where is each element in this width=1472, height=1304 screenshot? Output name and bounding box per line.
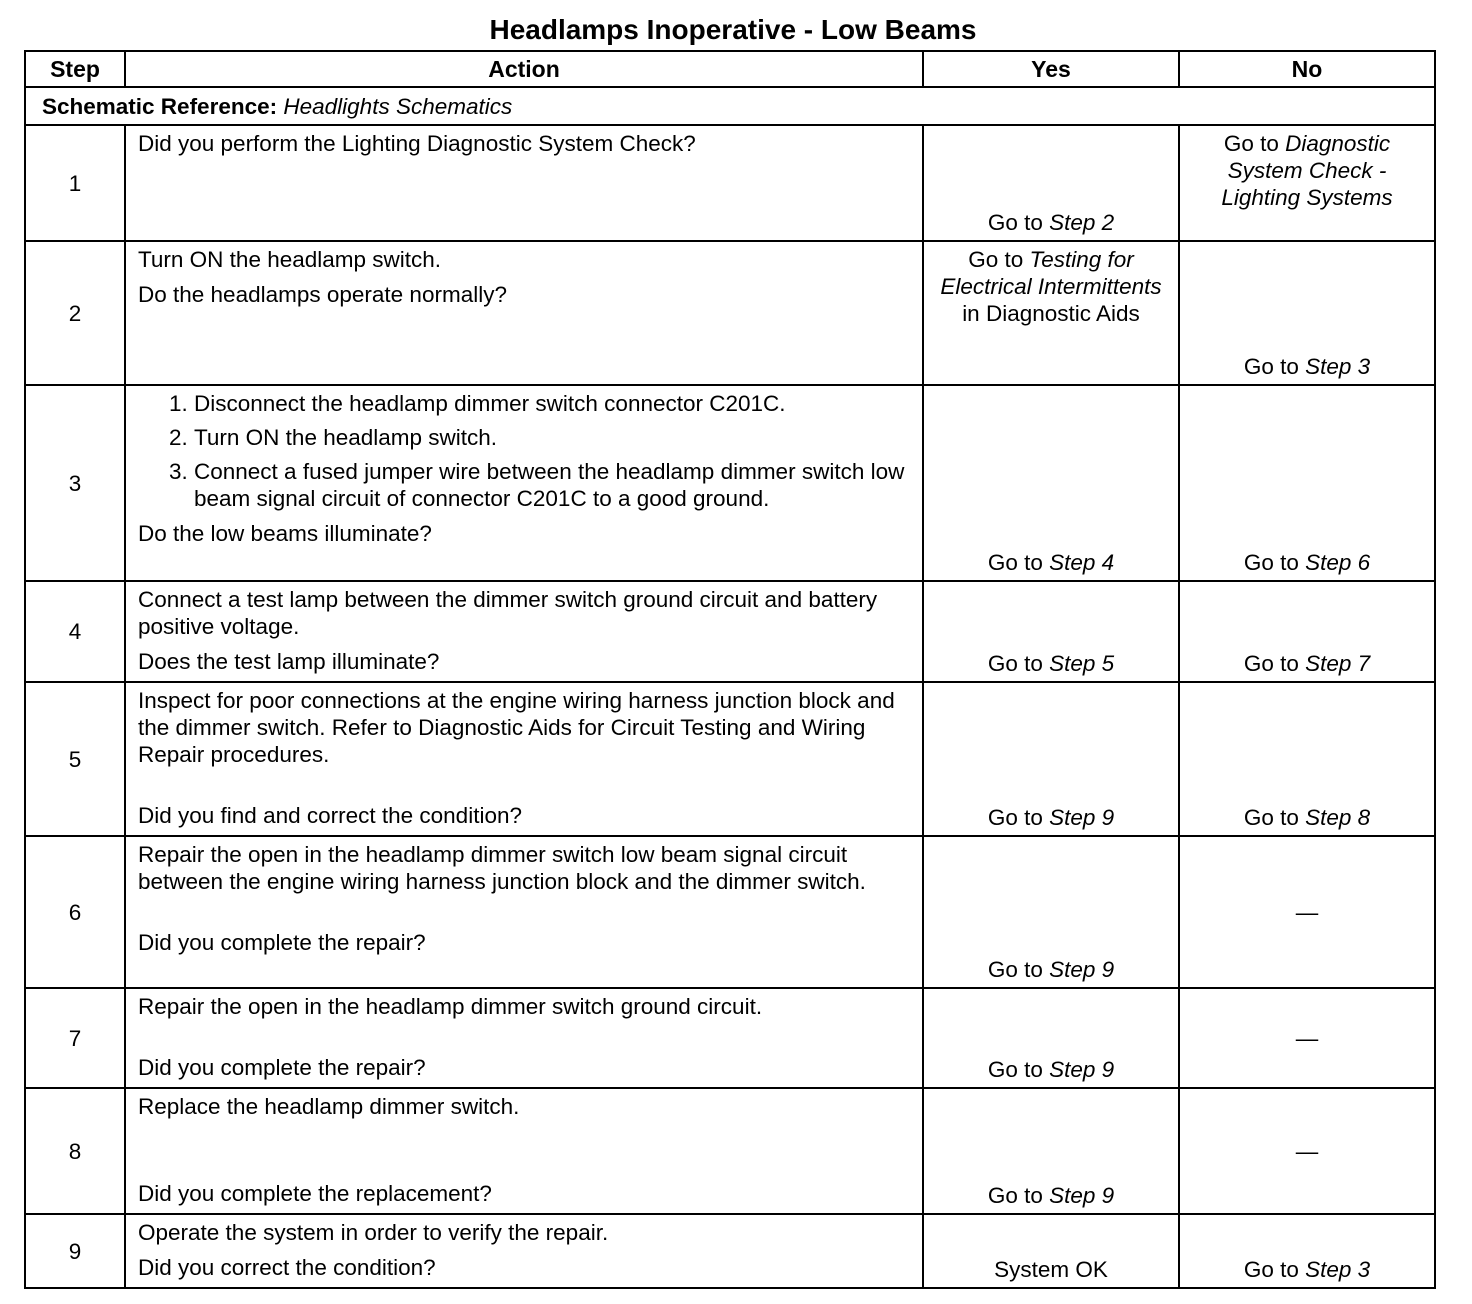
header-step: Step [25, 51, 125, 87]
step-number: 6 [25, 836, 125, 988]
yes-cell[interactable] [923, 988, 1179, 1088]
action-question: Did you correct the condition? [138, 1255, 436, 1280]
no-target[interactable]: Step 8 [1305, 805, 1371, 830]
list-item: 1. Disconnect the headlamp dimmer switch connector C201C. [194, 390, 910, 417]
no-cell[interactable] [1179, 581, 1435, 682]
schematic-reference [25, 87, 1435, 125]
action-question: Do the low beams illuminate? [138, 521, 432, 546]
schematic-reference-link[interactable]: Headlights Schematics [283, 93, 513, 119]
yes-target[interactable]: Step 4 [1049, 550, 1115, 575]
yes-cell[interactable] [923, 581, 1179, 682]
yes-target[interactable]: Step 9 [1049, 957, 1115, 982]
step-number: 9 [25, 1214, 125, 1288]
action-question: Did you complete the repair? [138, 930, 426, 955]
action-text: Repair the open in the headlamp dimmer switch ground circuit. [138, 994, 763, 1019]
no-cell: — [1179, 836, 1435, 988]
yes-target[interactable]: Step 9 [1049, 1183, 1115, 1208]
step-number: 3 [25, 385, 125, 581]
yes-prefix: Go to [987, 550, 1050, 575]
yes-prefix: Go to [987, 805, 1050, 830]
step-number: 7 [25, 988, 125, 1088]
table-row-step-2 [25, 241, 1435, 385]
action-text: Repair the open in the headlamp dimmer switch low beam signal circuit between the engine wiring harness junction block and the dimmer switch. [138, 842, 866, 894]
action-question: Did you find and correct the condition? [138, 803, 522, 828]
action-text: Inspect for poor connections at the engine wiring harness junction block and the dimmer switch. Refer to Diagnostic Aids for Circuit Testing and Wiring Repair procedures. [138, 688, 895, 767]
action-steps-list [138, 390, 910, 512]
action-text: Turn ON the headlamp switch. [138, 247, 442, 272]
no-cell: — [1179, 1088, 1435, 1214]
yes-target[interactable]: Testing for Electrical Intermittents [940, 247, 1162, 299]
no-prefix: Go to [1243, 805, 1306, 830]
table-row-step-7 [25, 988, 1435, 1088]
yes-target[interactable]: Step 5 [1049, 651, 1115, 676]
yes-target[interactable]: Step 9 [1049, 1057, 1115, 1082]
no-target[interactable]: Diagnostic System Check - Lighting Systems [1221, 131, 1393, 210]
yes-cell[interactable] [923, 836, 1179, 988]
schematic-reference-label: Schematic Reference: [42, 93, 278, 119]
action-question: Did you complete the replacement? [138, 1181, 492, 1206]
yes-prefix: Go to [987, 651, 1050, 676]
no-prefix: Go to [1243, 651, 1306, 676]
yes-prefix: Go to [987, 1183, 1050, 1208]
action-text: Replace the headlamp dimmer switch. [138, 1094, 520, 1119]
action-text: Did you perform the Lighting Diagnostic System Check? [138, 131, 696, 156]
action-cell [125, 682, 923, 836]
action-cell [125, 988, 923, 1088]
no-target[interactable]: Step 3 [1305, 1257, 1371, 1282]
no-target[interactable]: Step 7 [1305, 651, 1371, 676]
no-prefix: Go to [1243, 354, 1306, 379]
action-cell [125, 836, 923, 988]
yes-cell[interactable] [923, 241, 1179, 385]
diagnostic-table [24, 50, 1436, 1289]
step-number: 4 [25, 581, 125, 682]
yes-cell[interactable] [923, 125, 1179, 241]
table-row-step-1 [25, 125, 1435, 241]
yes-prefix: Go to [968, 247, 1030, 272]
step-number: 1 [25, 125, 125, 241]
action-cell [125, 581, 923, 682]
no-target[interactable]: Step 3 [1305, 354, 1371, 379]
no-cell[interactable] [1179, 1214, 1435, 1288]
no-prefix: Go to [1243, 1257, 1306, 1282]
list-item: 3. Connect a fused jumper wire between the headlamp dimmer switch low beam signal circuit of connector C201C to a good ground. [194, 458, 910, 512]
step-number: 5 [25, 682, 125, 836]
header-yes: Yes [923, 51, 1179, 87]
yes-suffix: in Diagnostic Aids [962, 301, 1140, 326]
action-cell [125, 1214, 923, 1288]
yes-cell[interactable] [923, 682, 1179, 836]
action-cell [125, 1088, 923, 1214]
yes-prefix: Go to [987, 957, 1050, 982]
no-cell[interactable] [1179, 682, 1435, 836]
table-row-step-4 [25, 581, 1435, 682]
page-title: Headlamps Inoperative - Low Beams [489, 14, 977, 45]
list-item: 2. Turn ON the headlamp switch. [194, 424, 910, 451]
schematic-reference-row [25, 87, 1435, 125]
action-cell [125, 385, 923, 581]
table-row-step-9 [25, 1214, 1435, 1288]
yes-prefix: Go to [987, 1057, 1050, 1082]
action-question: Does the test lamp illuminate? [138, 649, 440, 674]
yes-cell[interactable] [923, 385, 1179, 581]
action-text: Connect a test lamp between the dimmer switch ground circuit and battery positive voltage. [138, 587, 878, 639]
table-row-step-8 [25, 1088, 1435, 1214]
no-prefix: Go to [1243, 550, 1306, 575]
no-cell[interactable] [1179, 385, 1435, 581]
header-row [25, 51, 1435, 87]
header-action: Action [125, 51, 923, 87]
yes-target[interactable]: Step 2 [1049, 210, 1115, 235]
table-row-step-3 [25, 385, 1435, 581]
step-number: 8 [25, 1088, 125, 1214]
step-number: 2 [25, 241, 125, 385]
no-prefix: Go to [1223, 131, 1286, 156]
no-cell[interactable] [1179, 125, 1435, 241]
no-cell[interactable] [1179, 241, 1435, 385]
yes-cell[interactable] [923, 1088, 1179, 1214]
yes-prefix: Go to [987, 210, 1050, 235]
yes-target[interactable]: Step 9 [1049, 805, 1115, 830]
action-cell [125, 125, 923, 241]
table-row-step-5 [25, 682, 1435, 836]
yes-cell: System OK [923, 1214, 1179, 1288]
action-question: Do the headlamps operate normally? [138, 282, 507, 307]
no-target[interactable]: Step 6 [1305, 550, 1371, 575]
header-no: No [1179, 51, 1435, 87]
no-cell: — [1179, 988, 1435, 1088]
action-question: Did you complete the repair? [138, 1055, 426, 1080]
action-text: Operate the system in order to verify the repair. [138, 1220, 609, 1245]
table-row-step-6 [25, 836, 1435, 988]
action-cell [125, 241, 923, 385]
